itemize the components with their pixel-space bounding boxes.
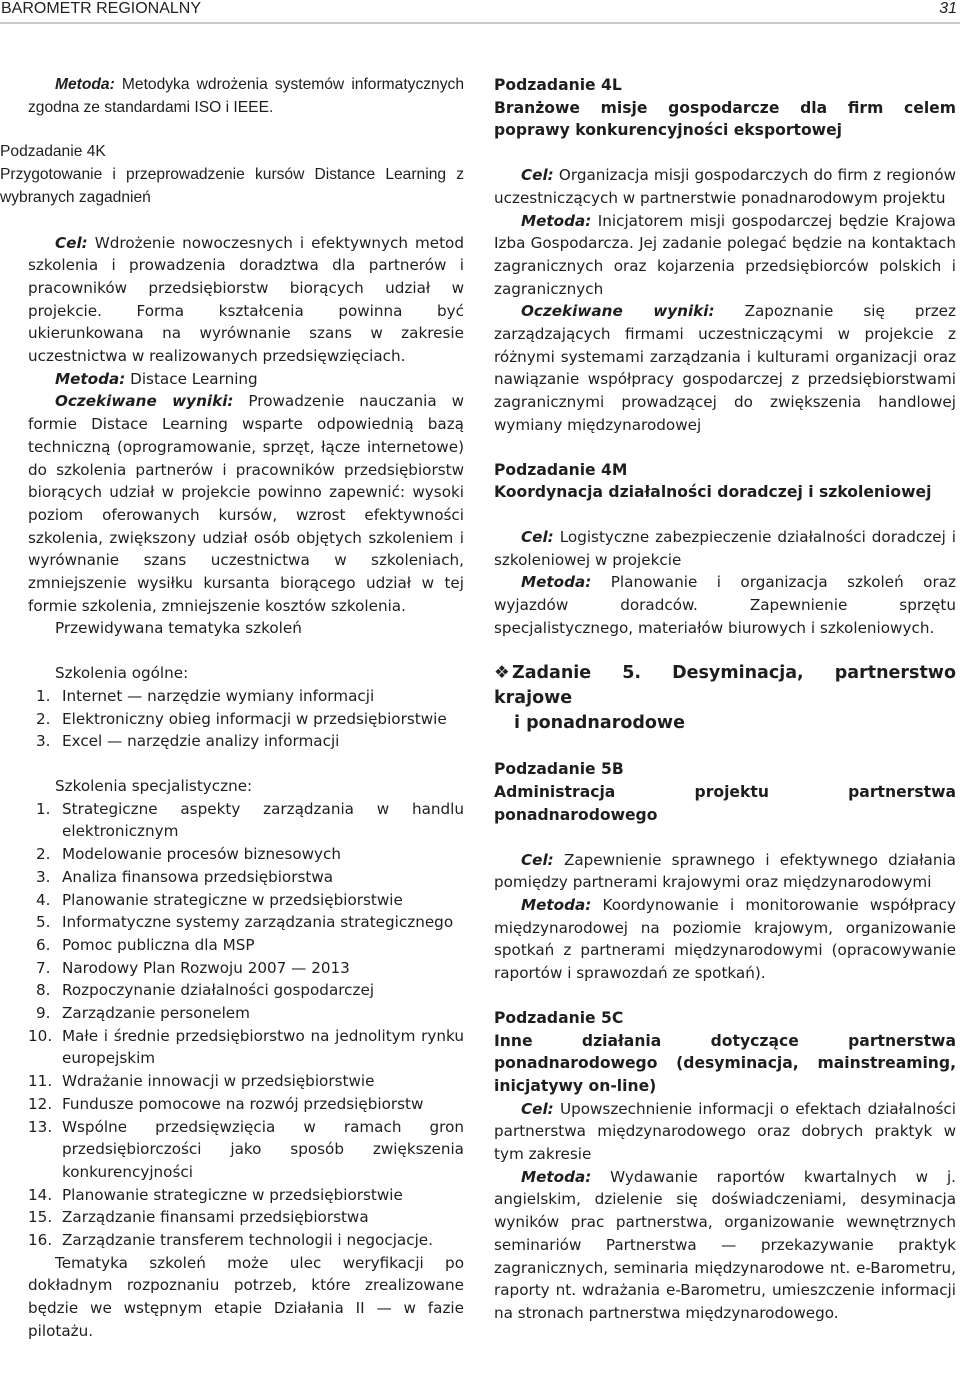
list-item: 15. Zarządzanie finansami przedsiębiorstwa [28,1208,369,1227]
list-item: 3. Analiza finansowa przedsiębiorstwa [36,867,334,886]
special-trainings-heading: Szkolenia specjalistyczne: [55,776,253,795]
training-topics-heading: Przewidywana tematyka szkoleń [55,619,302,638]
subtask-4m-title: Koordynacja działalności doradczej i szkoleniowej [494,483,932,502]
subtask-5c-goal [494,1098,956,1166]
subtask-4m-method [494,571,956,639]
goal-text: Organizacja misji gospodarczych do firm z regionów uczestniczących w partnerstwie ponadnarodowym projektu [494,166,956,207]
task-5-title-line1: Zadanie 5. Desyminacja, partnerstwo krajowe [494,663,956,709]
subtask-4k-code: Podzadanie 4K [0,143,106,161]
list-item: 13. Wspólne przedsięwzięcia w ramach gron przedsiębiorczości jako sposób zwiększenia konkurencyjności [28,1117,464,1181]
subtask-4k-results [28,390,464,617]
goal-label: Cel: [521,166,554,185]
goal-label: Cel: [521,850,554,869]
goal-label: Cel: [55,233,88,252]
goal-text: Wdrożenie nowoczesnych i efektywnych metod szkolenia i prowadzenia doradztwa dla partnerów i pracowników przedsiębiorstw biorących udział w projekcie. Forma kształcenia powinna być ukierunkowana na wyrównanie szans w zakresie uczestnictwa w realizowanych przedsięwzięciach. [28,233,464,366]
list-item: 16. Zarządzanie transferem technologii i negocjacje. [28,1231,433,1250]
list-item: 6. Pomoc publiczna dla MSP [36,935,255,954]
method-label: Metoda: [55,369,126,388]
task-5-title-line2: i ponadnarodowe [514,713,685,734]
intro-method-text: Metodyka wdrożenia systemów informatycznych zgodna ze standardami ISO i IEEE. [28,76,464,116]
subtask-5c-method [494,1166,956,1325]
list-item: 9. Zarządzanie personelem [36,1004,250,1023]
subtask-5b-goal [494,849,956,894]
general-trainings-heading: Szkolenia ogólne: [55,664,189,683]
left-column [0,74,464,1343]
list-item: 2. Modelowanie procesów biznesowych [36,845,342,864]
method-label: Metoda: [521,211,592,230]
list-item: 4. Planowanie strategiczne w przedsiębiorstwie [36,890,403,909]
header-rule [0,22,960,24]
list-item: 1. Strategiczne aspekty zarządzania w handlu elektronicznym [36,799,464,841]
page-header [0,0,960,22]
list-item: 14. Planowanie strategiczne w przedsiębiorstwie [28,1185,403,1204]
page-number: 31 [939,0,957,17]
subtask-4k-title: Przygotowanie i przeprowadzenie kursów Distance Learning z wybranych zagadnień [0,166,464,206]
subtask-4l-goal [494,164,956,209]
subtask-4m-goal [494,526,956,571]
running-title: BAROMETR REGIONALNY [1,0,202,17]
task-5-heading [494,661,956,736]
list-item: 8. Rozpoczynanie działalności gospodarczej [36,981,375,1000]
results-text: Prowadzenie nauczania w formie Distace Learning wsparte odpowiednią bazą techniczną (oprogramowanie, sprzęt, łącze internetowe) do szkolenia partnerów i pracowników przedsiębiorstw biorących udział w projekcie powinno zapewnić: wysoki poziom oferowanych kursów, wzrost efektywności szkolenia, zwiększony udział osób objętych szkoleniem i wyrównanie szans uczestnictwa w szkoleniach, zmniejszenie wysiłku kursanta biorącego udział w tej formie szkolenia, zmniejszenie kosztów szkolenia. [28,392,464,615]
method-text: Planowanie i organizacja szkoleń oraz wyjazdów doradców. Zapewnienie sprzętu specjalistycznego, materiałów biurowych i szkoleniowych. [494,573,956,637]
subtask-5b-method [494,894,956,985]
subtask-4k-goal [28,232,464,368]
diamond-bullet-icon: ❖ [494,663,510,684]
method-label: Metoda: [521,573,592,592]
list-item: 7. Narodowy Plan Rozwoju 2007 — 2013 [36,958,350,977]
method-text: Wydawanie raportów kwartalnych w j. angielskim, dzielenie się doświadczeniami, desyminacja wyników prac partnerstwa, organizowanie wewnętrznych seminariów Partnerstwa — przekazywanie praktyk zagranicznych, seminaria międzynarodowe nt. e-Barometru, raporty nt. wdrażania e-Barometru, umieszczenie informacji na stronach partnerstwa międzynarodowego. [494,1167,956,1322]
subtask-4l-method [494,210,956,301]
subtask-4l-title: Branżowe misje gospodarcze dla firm celem poprawy konkurencyjności eksportowej [494,98,956,140]
goal-text: Zapewnienie sprawnego i efektywnego działania pomiędzy partnerami krajowymi oraz międzynarodowymi [494,850,956,892]
subtask-4l-results [494,300,956,436]
method-label: Metoda: [521,1167,592,1186]
subtask-5b-title: Administracja projektu partnerstwa ponadnarodowego [494,783,956,824]
results-text: Zapoznanie się przez zarządzających firmami uczestniczącymi w projekcie z różnymi systemami zarządzania i kulturami organizacji oraz nawiązanie współpracy gospodarczej z przedsiębiorstwami zagranicznymi prowadzącej do zwiększenia handlowej wymiany międzynarodowej [494,302,956,434]
list-item: 12. Fundusze pomocowe na rozwój przedsiębiorstw [28,1094,424,1113]
method-text: Distace Learning [125,369,258,388]
results-label: Oczekiwane wyniki: [55,392,234,411]
list-item: 10. Małe i średnie przedsiębiorstwo na jednolitym rynku europejskim [28,1026,464,1068]
subtask-4m-code: Podzadanie 4M [494,460,628,479]
method-label: Metoda: [521,895,592,914]
special-trainings-list-cont [28,1025,464,1252]
goal-label: Cel: [521,527,554,546]
list-item: 11. Wdrażanie innowacji w przedsiębiorstwie [28,1072,375,1091]
goal-text: Logistyczne zabezpieczenie działalności doradczej i szkoleniowej w projekcie [494,527,956,569]
list-item: 1. Internet — narzędzie wymiany informacji [36,686,375,705]
results-label: Oczekiwane wyniki: [521,302,715,321]
method-text: Koordynowanie i monitorowanie współpracy międzynarodowej na poziomie krajowym, organizowanie spotkań z partnerami międzynarodowymi (opracowywanie raportów i sprawozdań ze spotkań). [494,895,956,983]
goal-label: Cel: [521,1099,554,1118]
special-trainings-list [28,798,464,1025]
subtask-5b-code: Podzadanie 5B [494,760,624,779]
topics-closing-note: Tematyka szkoleń może ulec weryfikacji po dokładnym rozpoznaniu potrzeb, które zrealizowane będzie we wstępnym etapie Działania II — w fazie pilotażu. [28,1253,464,1340]
goal-text: Upowszechnienie informacji o efektach działalności partnerstwa międzynarodowego oraz dobrych praktyk w tym zakresie [494,1099,956,1164]
general-trainings-list [28,685,464,753]
list-item: 2. Elektroniczny obieg informacji w przedsiębiorstwie [36,709,447,728]
right-column [494,74,956,1325]
intro-method-label: Metoda: [55,76,115,93]
list-item: 5. Informatyczne systemy zarządzania strategicznego [36,913,454,932]
subtask-5c-title: Inne działania dotyczące partnerstwa ponadnarodowego (desyminacja, mainstreaming, inicjatywy on-line) [494,1031,956,1095]
method-text: Inicjatorem misji gospodarczej będzie Krajowa Izba Gospodarcza. Jej zadanie polegać będzie na kontaktach zagranicznych oraz kojarzenia przedsiębiorców polskich i zagranicznych [494,211,956,298]
subtask-5c-code: Podzadanie 5C [494,1008,624,1027]
intro-paragraph [28,74,464,119]
subtask-4l-code: Podzadanie 4L [494,76,622,94]
list-item: 3. Excel — narzędzie analizy informacji [36,732,340,751]
subtask-4k-method [28,368,464,391]
